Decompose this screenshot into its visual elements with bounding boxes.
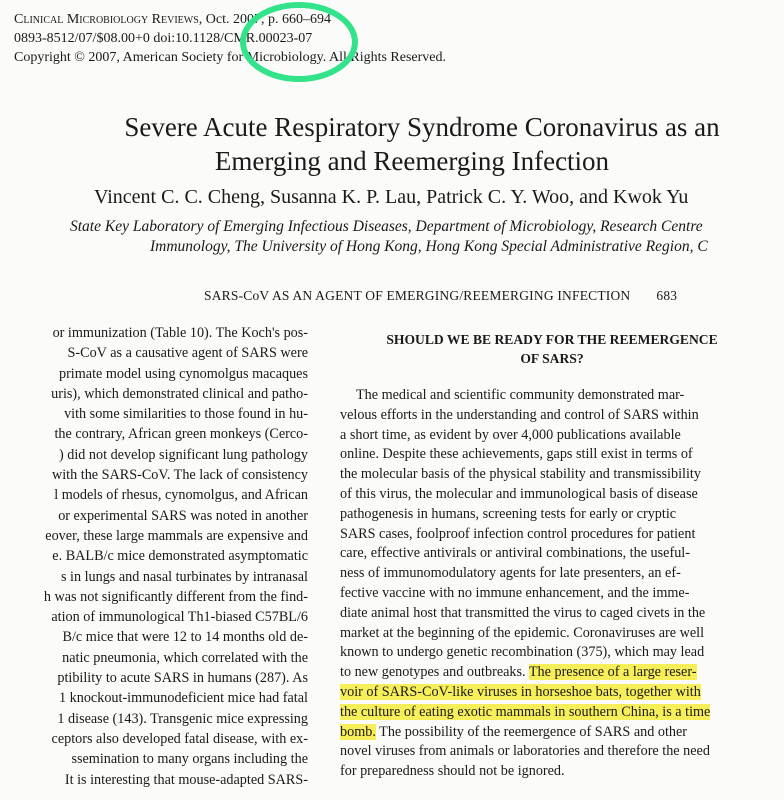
left-column-line: ptibility to acute SARS in humans (287). As [57,670,308,687]
paragraph-line [340,406,760,426]
section-heading-line-2: OF SARS? [520,351,584,366]
running-head [204,288,677,304]
paragraph-text: fective vaccine with no immune enhancement, and the imme- [340,584,690,601]
journal-name: Clinical Microbiology Reviews, [14,12,203,27]
right-column [340,330,760,782]
paragraph-text: market at the beginning of the epidemic. Coronaviruses are well [340,624,705,641]
doi-line: 0893-8512/07/$08.00+0 doi:10.1128/CMR.00023-07 [14,31,313,46]
highlighted-text: bomb. [340,723,376,740]
paragraph-line [340,525,760,545]
paragraph-text: novel viruses from animals or laboratories and therefore the need [340,743,710,760]
left-column-line: ) did not develop significant lung pathology [58,446,308,463]
left-column-line: the contrary, African green monkeys (Cerco- [54,426,308,443]
left-column-line: s in lungs and nasal turbinates by intranasal [60,568,308,585]
paragraph-line [340,505,760,525]
paragraph-text: The possibility of the reemergence of SARS and other [375,723,688,740]
paragraph-text: of this virus, the molecular and immunological basis of disease [340,485,698,502]
paragraph-line [340,584,760,604]
paragraph-line [340,624,760,644]
left-column-line: eover, these large mammals are expensive and [45,527,308,544]
paragraph-line [340,544,760,564]
paragraph-text: pathogenesis in humans, screening tests for early or cryptic [340,505,677,522]
paragraph-text: a short time, as evident by over 4,000 publications available [340,426,681,443]
left-column-line: ssemination to many organs including the [71,751,308,768]
paragraph-line [340,604,760,624]
left-column-line: S-CoV as a causative agent of SARS were [67,345,308,362]
affiliation-line-1: State Key Laboratory of Emerging Infectious Diseases, Department of Microbiology, Research Centre [70,218,703,235]
left-column-line: uris), which demonstrated clinical and patho- [51,385,308,402]
highlighted-text: voir of SARS-CoV-like viruses in horseshoe bats, together with [340,683,701,700]
left-column-line: 1 disease (143). Transgenic mice expressing [57,710,308,727]
paragraph-line [340,742,760,762]
paragraph-line [340,485,760,505]
paragraph-text: diate animal host that transmitted the virus to caged civets in the [340,604,706,621]
paragraph-line [340,723,760,743]
highlighted-text: the culture of eating exotic mammals in southern China, is a time [340,703,711,720]
section-paragraph [340,386,760,782]
paragraph-text: velous efforts in the understanding and control of SARS within [340,406,699,423]
running-head-title: SARS-CoV AS AN AGENT OF EMERGING/REEMERGING INFECTION [204,288,631,303]
journal-citation-line [14,10,446,29]
article-title-line-2: Emerging and Reemerging Infection [214,146,610,176]
left-column-line: with the SARS-CoV. The lack of consistency [51,467,308,484]
paragraph-line [340,762,760,782]
paragraph-text: known to undergo genetic recombination (375), which may lead [340,644,705,661]
paragraph-text: to new genotypes and outbreaks. [340,664,529,681]
highlight-circle-annotation [240,2,358,82]
copyright-line: Copyright © 2007, American Society for Microbiology. All Rights Reserved. [14,50,447,65]
paragraph-text: SARS cases, foolproof infection control procedures for patient [340,525,696,542]
left-column-line: vith some similarities to those found in hu- [64,406,308,423]
left-column-line: or experimental SARS was noted in another [58,507,308,524]
left-column-line: 1 knockout-immunodeficient mice had fatal [59,690,308,707]
left-column-text [0,323,314,790]
author-list: Vincent C. C. Cheng, Susanna K. P. Lau, Patrick C. Y. Woo, and Kwok Yu [94,186,689,208]
paragraph-text: care, effective antivirals or antiviral combinations, the useful- [340,545,690,562]
left-column-line: ation of immunological Th1-biased C57BL/6 [51,609,308,626]
paragraph-line [340,643,760,663]
left-column-line: ceptors also developed fatal disease, with ex- [51,730,308,747]
article-title-line-1: Severe Acute Respiratory Syndrome Coronavirus as an [124,112,720,142]
journal-header [14,10,446,67]
left-column-line: primate model using cynomolgus macaques [58,365,308,382]
paragraph-line [340,703,760,723]
left-column-line: natic pneumonia, which correlated with the [62,649,308,666]
paragraph-line [340,683,760,703]
citation-date-pages: Oct. 2007, p. 660–694 [202,12,331,27]
paragraph-text: online. Despite these achievements, gaps still exist in terms of [340,446,693,463]
left-column-line: l models of rhesus, cynomolgus, and African [54,487,308,504]
paragraph-text: ness of immunomodulatory agents for late presenters, an ef- [340,565,681,582]
paragraph-text: for preparedness should not be ignored. [340,763,565,780]
left-column-line: or immunization (Table 10). The Koch's pos- [52,325,308,341]
left-column-line: It is interesting that mouse-adapted SARS- [64,771,308,788]
section-heading-line-1: SHOULD WE BE READY FOR THE REEMERGENCE [386,332,718,347]
paragraph-line [340,426,760,446]
page-number: 683 [656,288,678,303]
left-column-line: B/c mice that were 12 to 14 months old de- [62,629,308,646]
highlighted-text: The presence of a large reser- [528,664,697,681]
left-column-line: e. BALB/c mice demonstrated asymptomatic [52,548,308,565]
paragraph-text: The medical and scientific community demonstrated mar- [356,387,685,403]
affiliation-line-2: Immunology, The University of Hong Kong, Hong Kong Special Administrative Region, C [150,238,708,255]
paragraph-line [340,465,760,485]
paragraph-line [340,386,760,406]
section-heading [344,330,760,368]
paragraph-text: the molecular basis of the physical stability and transmissibility [340,466,701,483]
paragraph-line [340,564,760,584]
paragraph-line [340,445,760,465]
paragraph-line [340,663,760,683]
left-column-line: h was not significantly different from the find- [43,588,308,605]
